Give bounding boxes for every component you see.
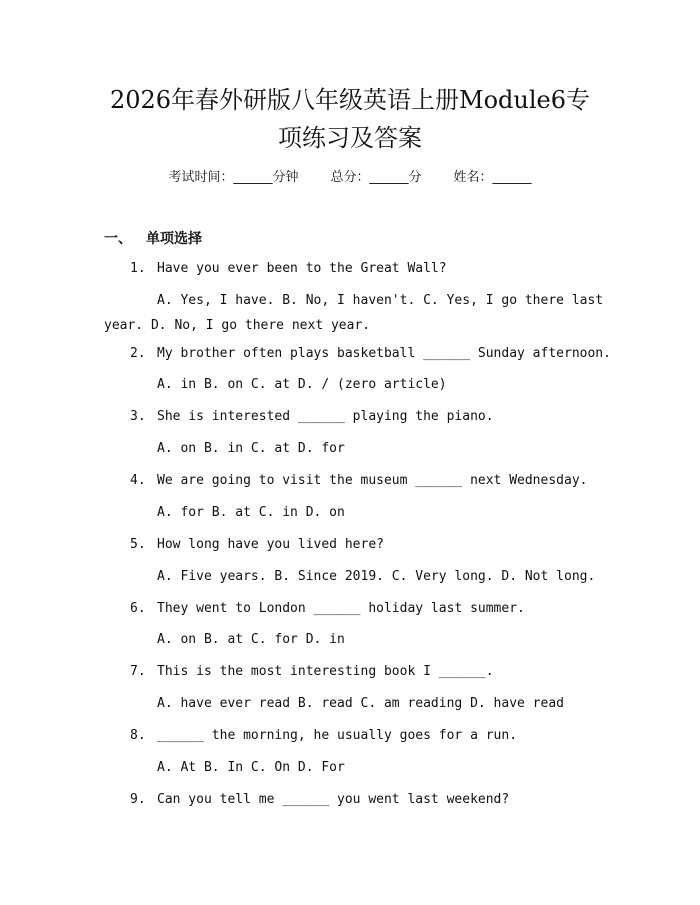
- question-options: A. At B. In C. On D. For: [157, 760, 345, 775]
- document-title-line-2: 项练习及答案: [278, 124, 422, 152]
- question-text: ______ the morning, he usually goes for a run.: [157, 728, 518, 743]
- question-number: 4.: [130, 473, 146, 488]
- question-stem: [130, 790, 509, 810]
- question-text: They went to London ______ holiday last summer.: [157, 601, 525, 616]
- question-options: A. Five years. B. Since 2019. C. Very long. D. Not long.: [157, 569, 596, 584]
- document-title-line-1: 2026年春外研版八年级英语上册Module6专: [109, 86, 591, 114]
- exam-time-label: 考试时间：______分钟: [168, 170, 299, 185]
- question-stem: [130, 599, 525, 619]
- question-stem: [130, 535, 384, 555]
- question-stem: [130, 407, 494, 427]
- question-number: 3.: [130, 409, 146, 424]
- question-stem: [130, 471, 587, 491]
- question-number: 9.: [130, 792, 146, 807]
- question-number: 1.: [130, 261, 146, 276]
- question-options: A. in B. on C. at D. / (zero article): [157, 377, 447, 392]
- question-options: A. have ever read B. read C. am reading D. have read: [157, 696, 564, 711]
- question-number: 6.: [130, 601, 146, 616]
- question-number: 2.: [130, 346, 146, 361]
- question-text: We are going to visit the museum ______ next Wednesday.: [157, 473, 588, 488]
- question-number: 7.: [130, 664, 146, 679]
- question-text: Have you ever been to the Great Wall?: [157, 261, 447, 276]
- section-heading: [104, 229, 202, 249]
- question-text: She is interested ______ playing the piano.: [157, 409, 494, 424]
- question-stem: [130, 259, 447, 279]
- question-stem: [130, 662, 494, 682]
- student-name-label: 姓名：______: [453, 170, 532, 185]
- question-options: A. on B. at C. for D. in: [157, 632, 345, 647]
- question-text: This is the most interesting book I ______.: [157, 664, 494, 679]
- question-text: Can you tell me ______ you went last weekend?: [157, 792, 510, 807]
- section-number: 一、: [104, 231, 132, 247]
- section-title: 单项选择: [146, 231, 202, 247]
- total-score-label: 总分：______分: [330, 170, 422, 185]
- question-stem: [130, 344, 611, 364]
- question-number: 8.: [130, 728, 146, 743]
- question-text: How long have you lived here?: [157, 537, 384, 552]
- question-options: A. Yes, I have. B. No, I haven't. C. Yes, I go there last year. D. No, I go there next year.: [104, 293, 604, 333]
- question-options: A. for B. at C. in D. on: [157, 505, 345, 520]
- question-text: My brother often plays basketball ______ Sunday afternoon.: [157, 346, 611, 361]
- question-stem: [130, 726, 517, 746]
- question-number: 5.: [130, 537, 146, 552]
- question-options: A. on B. in C. at D. for: [157, 441, 345, 456]
- exam-meta-line: [0, 168, 700, 188]
